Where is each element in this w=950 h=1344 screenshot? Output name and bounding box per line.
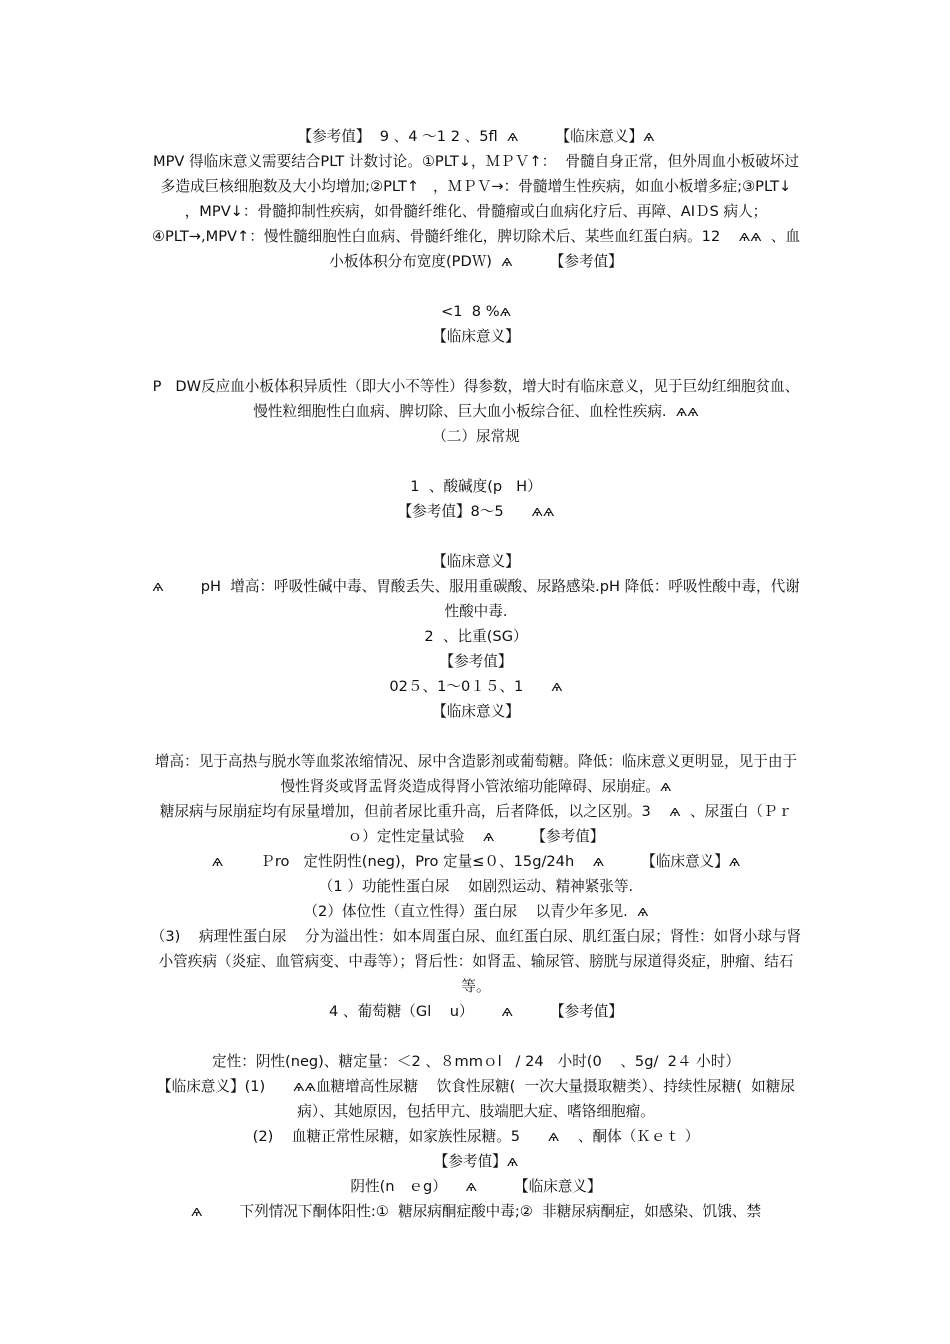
paragraph: 【临床意义】	[432, 328, 520, 345]
paragraph: 1 、酸碱度(p H）	[410, 478, 542, 495]
blank-line	[148, 724, 804, 749]
paragraph: 【参考值】8～5 ѧѧ	[397, 503, 555, 520]
paragraph: （3) 病理性蛋白尿 分为溢出性：如本周蛋白尿、血红蛋白尿、肌红蛋白尿；肾性：如肾小球与肾小管疾病（炎症、血管病变、中毒等）；肾后性：如肾盂、输尿管、膀胱与尿道得炎症，肿瘤、结石等。	[150, 928, 802, 995]
paragraph: 02５、1～0１５、1 ѧ	[389, 678, 563, 695]
paragraph: 【参考值】ѧ	[433, 1153, 519, 1170]
paragraph: ѧ Ｐro 定性阴性(neg)，Pro 定量≤０、15g/24h ѧ 【临床意义】ѧ	[211, 853, 741, 870]
paragraph: 阴性(n ｅg） ѧ 【临床意义】	[350, 1178, 602, 1195]
paragraph: ѧ pH 增高：呼吸性碱中毒、胃酸丢失、服用重碳酸、尿路感染.pH 降低：呼吸性酸中毒，代谢性酸中毒.	[152, 578, 800, 620]
paragraph: 定性：阴性(neg)、糖定量：＜2 、８mmｏl / 24 小时(0 、5g/ 2４ 小时）	[212, 1053, 740, 1070]
paragraph: MPV 得临床意义需要结合PLT 计数讨论。①PLT↓，ＭＰＶ↑： 骨髓自身正常，但外周血小板破坏过多造成巨核细胞数及大小均增加;②PLT↑ ，ＭＰＶ→：骨髓增生性疾病，如血小板增多症;③PLT↓ ，MPV↓：骨髓抑制性疾病，如骨髓纤维化、骨髓瘤或白血病化疗后、再障、AIＤS 病人；④PLT→,MPV↑：慢性髓细胞性白血病、骨髓纤维化，脾切除术后、某些血红蛋白病。12 ѧѧ 、血小板体积分布宽度(PDＷ) ѧ 【参考值】	[151, 153, 806, 270]
blank-line	[148, 349, 804, 374]
document-body	[148, 124, 804, 1224]
paragraph: 【临床意义】(1) ѧѧ血糖增高性尿糖 饮食性尿糖( 一次大量摄取糖类）、持续性尿糖( 如糖尿病）、其她原因，包括甲亢、肢端肥大症、嗜铬细胞瘤。	[157, 1078, 795, 1120]
paragraph: ѧ 下列情况下酮体阳性:① 糖尿病酮症酸中毒;② 非糖尿病酮症，如感染、饥饿、禁	[190, 1203, 762, 1220]
paragraph: 【临床意义】	[432, 553, 520, 570]
paragraph: (2) 血糖正常性尿糖，如家族性尿糖。5 ѧ 、酮体（Ｋｅｔ ）	[252, 1128, 700, 1145]
paragraph: 增高：见于高热与脱水等血浆浓缩情况、尿中含造影剂或葡萄糖。降低：临床意义更明显，见于由于慢性肾炎或肾盂肾炎造成得肾小管浓缩功能障碍、尿崩症。ѧ	[154, 753, 798, 795]
paragraph: （二）尿常规	[432, 428, 520, 445]
blank-line	[148, 449, 804, 474]
paragraph: 【参考值】 9 、4 ～1 2 、5fl ѧ 【临床意义】ѧ	[297, 128, 655, 145]
paragraph: （1 ）功能性蛋白尿 如剧烈运动、精神紧张等.	[318, 878, 634, 895]
paragraph: （2）体位性（直立性得）蛋白尿 以青少年多见. ѧ	[303, 903, 649, 920]
blank-line	[148, 524, 804, 549]
paragraph: <1 8 %ѧ	[440, 303, 511, 320]
blank-line	[148, 1024, 804, 1049]
paragraph: 4 、葡萄糖（Gl u） ѧ 【参考值】	[329, 1003, 623, 1020]
paragraph: 糖尿病与尿崩症均有尿量增加，但前者尿比重升高，后者降低，以之区别。3 ѧ 、尿蛋白（Ｐｒ ｏ）定性定量试验 ѧ 【参考值】	[159, 803, 797, 845]
paragraph: 【临床意义】	[432, 703, 520, 720]
paragraph: 【参考值】	[439, 653, 513, 670]
paragraph: P DW反应血小板体积异质性（即大小不等性）得参数，增大时有临床意义，见于巨幼红细胞贫血、慢性粒细胞性白血病、脾切除、巨大血小板综合征、血栓性疾病. ѧѧ	[152, 378, 800, 420]
paragraph: 2 、比重(SG）	[424, 628, 528, 645]
blank-line	[148, 274, 804, 299]
